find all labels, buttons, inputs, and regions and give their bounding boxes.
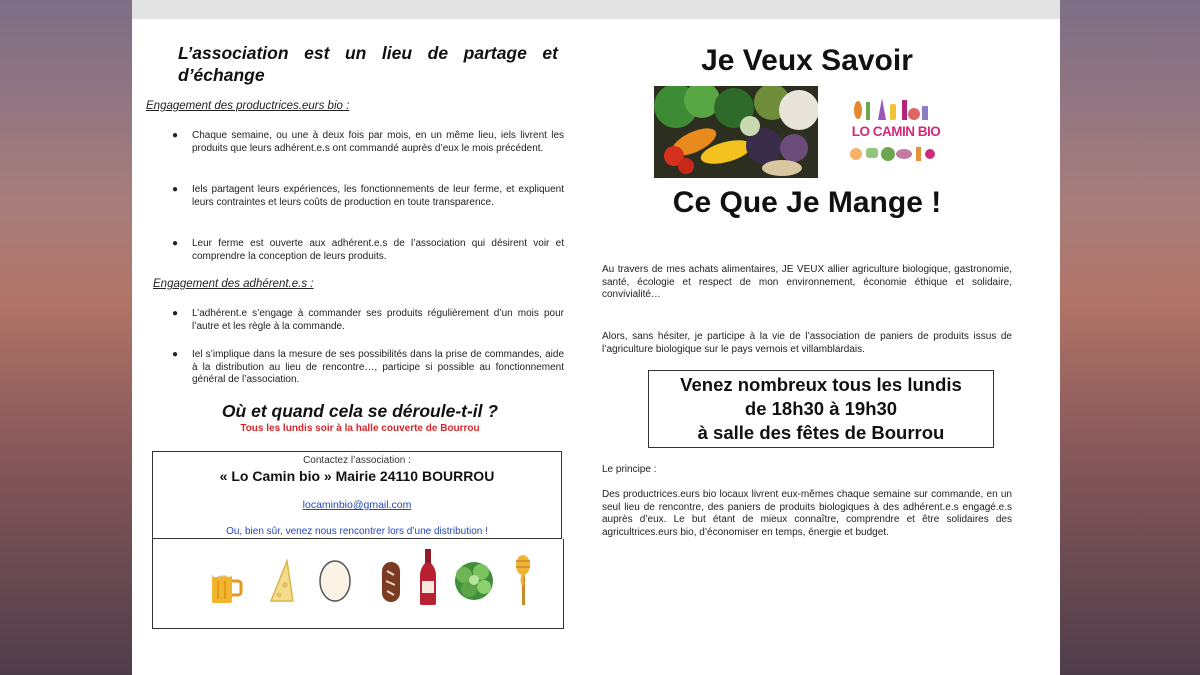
principle-paragraph: Des productrices.eurs bio locaux livrent eux-mêmes chaque semaine sur commande, en un seul lieu de rencontre, des paniers de produits biologiques à des adhérent.e.s engagé.e.s auprès d’eux. Le but étant de mieux connaître, comprendre et être solidaires des agricultrices.eurs bio, d’économiser en temps, énergie et budget.	[602, 489, 1012, 538]
bullet-icon: ●	[172, 308, 179, 319]
left-heading: L’association est un lieu de partage et d’échange	[178, 43, 558, 85]
egg-icon	[317, 555, 353, 603]
contact-address: « Lo Camin bio » Mairie 24110 BOURROU	[219, 468, 495, 484]
bullet-icon: ●	[172, 184, 179, 195]
bullet-icon: ●	[172, 349, 179, 360]
contact-invitation: Ou, bien sûr, venez nous rencontrer lors d’une distribution !	[226, 526, 488, 537]
list-item	[172, 130, 564, 155]
list-item	[172, 184, 564, 209]
schedule-line-2: de 18h30 à 19h30	[744, 398, 898, 419]
cheese-icon	[267, 559, 297, 605]
beer-mug-icon	[209, 565, 243, 605]
schedule-box	[648, 370, 994, 448]
main-title-line1: Je Veux Savoir	[701, 44, 913, 77]
flyer-page	[132, 0, 1060, 675]
vegetables-photo	[654, 86, 818, 178]
bullet-icon: ●	[172, 238, 179, 249]
section-title-producers: Engagement des productrices.eurs bio :	[146, 100, 350, 112]
where-when-title: Où et quand cela se déroule-t-il ?	[221, 401, 499, 421]
where-when-subtitle: Tous les lundis soir à la halle couverte de Bourrou	[240, 423, 480, 434]
lettuce-icon	[449, 557, 499, 603]
main-title-line2: Ce Que Je Mange !	[672, 186, 942, 219]
list-item-text: Chaque semaine, ou une à deux fois par mois, en un même lieu, iels livrent les produits que leurs adhérent.e.s ont commandé auprès d’eux le mois précédent.	[192, 130, 564, 154]
contact-box	[152, 451, 562, 539]
products-icons-box	[152, 539, 564, 629]
intro-paragraph: Au travers de mes achats alimentaires, JE VEUX allier agriculture biologique, gastronomie, santé, écologie et respect de mon environnement, économie éthique et solidaire, convivialité…	[602, 264, 1012, 300]
wine-bottle-icon	[417, 547, 439, 607]
principle-label: Le principe :	[602, 464, 657, 475]
page-top-bar	[132, 0, 1060, 19]
section-title-members: Engagement des adhérent.e.s :	[153, 278, 314, 290]
participation-paragraph: Alors, sans hésiter, je participe à la vie de l’association de paniers de produits issus de l’agriculture biologique sur le pays vernois et villamblardais.	[602, 331, 1012, 355]
honey-dipper-icon	[511, 551, 535, 607]
list-item-text: Leur ferme est ouverte aux adhérent.e.s de l’association qui désirent voir et comprendre la conception de leurs produits.	[192, 238, 564, 262]
list-item	[172, 238, 564, 263]
contact-email-link[interactable]: locaminbio@gmail.com	[302, 499, 412, 511]
schedule-line-3: à salle des fêtes de Bourrou	[697, 422, 945, 443]
list-item-text: L’adhérent.e s’engage à commander ses produits régulièrement d’un mois pour l’autre et les règle à la commande.	[192, 308, 564, 332]
bullet-icon: ●	[172, 130, 179, 141]
list-item-text: Iels partagent leurs expériences, les fonctionnements de leur ferme, et expliquent leurs contraintes et leurs coûts de production en toute transparence.	[192, 184, 564, 208]
contact-intro: Contactez l’association :	[303, 455, 411, 466]
logo-text: LO CAMIN BIO	[851, 124, 941, 139]
sausage-icon	[377, 559, 405, 605]
list-item	[172, 308, 564, 333]
schedule-line-1: Venez nombreux tous les lundis	[680, 374, 962, 395]
list-item-text: Iel s’implique dans la mesure de ses possibilités dans la prise de commandes, aide à la distribution au lieu de rencontre…, participe si possible au fonctionnement général de l’association.	[192, 349, 564, 385]
lo-camin-bio-logo	[844, 92, 948, 172]
list-item	[172, 349, 564, 387]
